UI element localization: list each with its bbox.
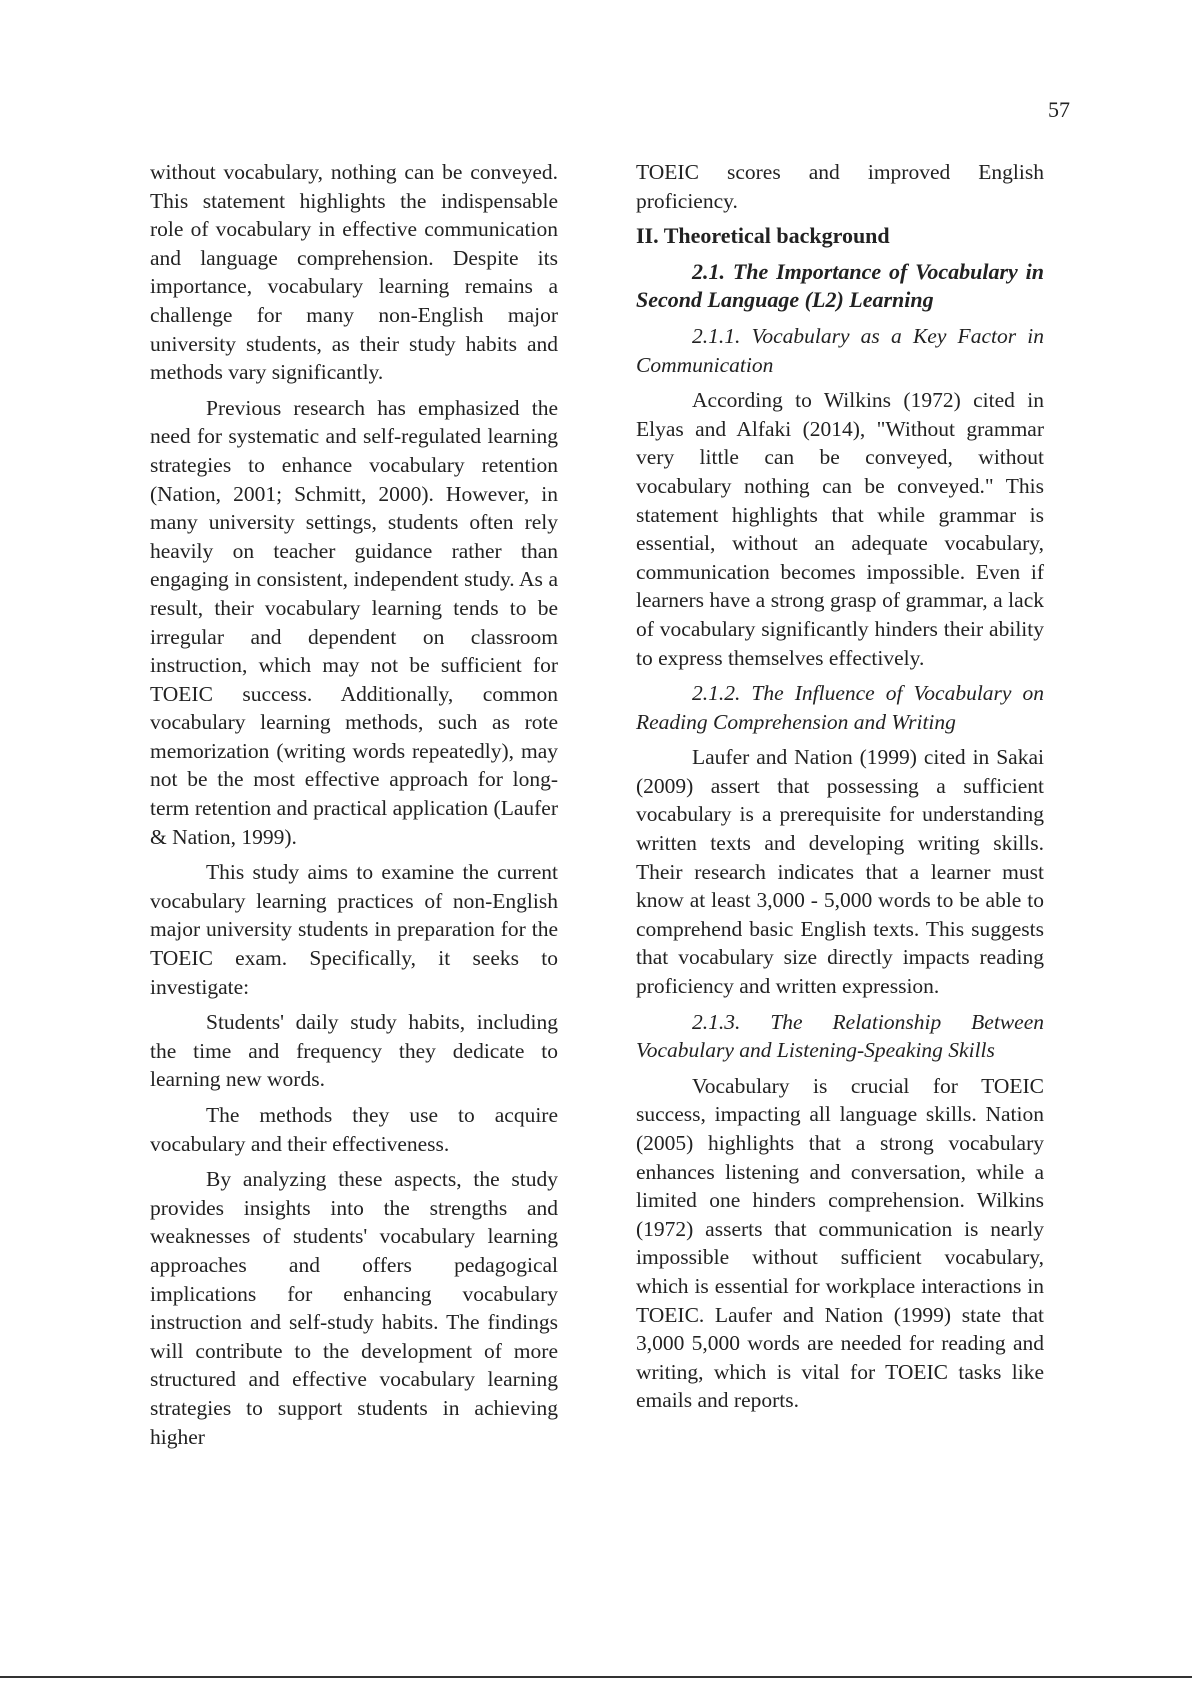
left-column (150, 158, 558, 1458)
body-paragraph: By analyzing these aspects, the study provides insights into the strengths and weaknesses of students' vocabulary learning approaches and offers pedagogical implications for enhancing vocabulary instruction and self-study habits. The findings will contribute to the development of more structured and effective vocabulary learning strategies to support students in achieving higher (150, 1167, 558, 1449)
body-paragraph: According to Wilkins (1972) cited in Elyas and Alfaki (2014), "Without grammar very little can be conveyed, without vocabulary nothing can be conveyed." This statement highlights that while grammar is essential, without an adequate vocabulary, communication becomes impossible. Even if learners have a strong grasp of grammar, a lack of vocabulary significantly hinders their ability to express themselves effectively. (636, 388, 1044, 670)
body-paragraph: without vocabulary, nothing can be conveyed. This statement highlights the indispensable role of vocabulary in effective communication and language comprehension. Despite its importance, vocabulary learning remains a challenge for many non-English major university students, as their study habits and methods vary significantly. (150, 160, 558, 385)
subsubsection-heading: 2.1.3. The Relationship Between Vocabulary and Listening-Speaking Skills (636, 1009, 1044, 1063)
right-column (636, 158, 1044, 1422)
body-paragraph: Previous research has emphasized the need for systematic and self-regulated learning strategies to enhance vocabulary retention (Nation, 2001; Schmitt, 2000). However, in many university settings, students often rely heavily on teacher guidance rather than engaging in consistent, independent study. As a result, their vocabulary learning tends to be irregular and dependent on classroom instruction, which may not be sufficient for TOEIC success. Additionally, common vocabulary learning methods, such as rote memorization (writing words repeatedly), may not be the most effective approach for long-term retention and practical application (Laufer & Nation, 1999). (150, 395, 558, 849)
subsubsection-heading: 2.1.2. The Influence of Vocabulary on Reading Comprehension and Writing (636, 681, 1044, 734)
body-paragraph: This study aims to examine the current vocabulary learning practices of non-English major university students in preparation for the TOEIC exam. Specifically, it seeks to investigate: (150, 860, 558, 999)
body-paragraph: Vocabulary is crucial for TOEIC success, impacting all language skills. Nation (2005) highlights that a strong vocabulary enhances listening and conversation, while a limited one hinders comprehension. Wilkins (1972) asserts that communication is nearly impossible without sufficient vocabulary, which is essential for workplace interactions in TOEIC. Laufer and Nation (1999) state that 3,000 5,000 words are needed for reading and writing, which is vital for TOEIC tasks like emails and reports. (636, 1073, 1044, 1413)
body-paragraph: TOEIC scores and improved English proficiency. (636, 160, 1044, 213)
page-number: 57 (1048, 97, 1070, 122)
body-paragraph: Students' daily study habits, including the time and frequency they dedicate to learning new words. (150, 1010, 558, 1092)
subsection-heading: 2.1. The Importance of Vocabulary in Second Language (L2) Learning (636, 258, 1044, 313)
subsubsection-heading: 2.1.1. Vocabulary as a Key Factor in Communication (636, 323, 1044, 377)
body-paragraph: Laufer and Nation (1999) cited in Sakai (2009) assert that possessing a sufficient vocabulary is a prerequisite for understanding written texts and developing writing skills. Their research indicates that a learner must know at least 3,000 - 5,000 words to be able to comprehend basic English texts. This suggests that vocabulary size directly impacts reading proficiency and written expression. (636, 745, 1044, 999)
section-heading: II. Theoretical background (636, 223, 890, 249)
body-paragraph: The methods they use to acquire vocabulary and their effectiveness. (150, 1103, 558, 1156)
footer-rule (0, 1676, 1192, 1678)
